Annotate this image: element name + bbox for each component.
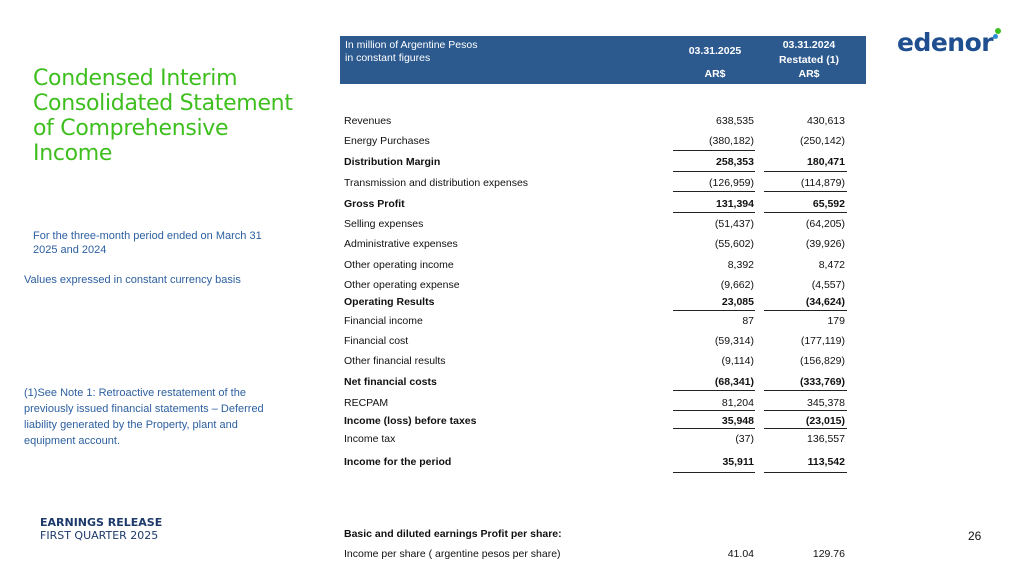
row-value-2025: (380,182): [709, 135, 754, 147]
table-header: [340, 36, 866, 84]
underline-rule: [673, 410, 755, 411]
row-label: Selling expenses: [344, 218, 424, 230]
row-label: Income per share ( argentine pesos per share): [344, 548, 561, 560]
row-value-2025: 131,394: [716, 198, 754, 210]
footnote: (1)See Note 1: Retroactive restatement of the previously issued financial statements – Deferred liability generated by the Property, plant and equipment account.: [24, 387, 264, 447]
row-label: Financial income: [344, 315, 423, 327]
col-header-2024-restated: Restated (1): [778, 54, 840, 66]
table-row: [344, 456, 848, 470]
row-value-2024: (156,829): [800, 355, 845, 367]
row-value-2024: 430,613: [807, 115, 845, 127]
row-value-2025: 81,204: [721, 397, 754, 409]
underline-rule: [673, 150, 755, 151]
unit-line1: In million of Argentine Pesos: [345, 39, 478, 51]
currency-2024: AR$: [798, 68, 820, 80]
row-value-2024: (250,142): [800, 135, 845, 147]
underline-rule: [673, 428, 755, 429]
underline-rule: [673, 171, 755, 172]
table-row: [344, 238, 848, 252]
table-row: [344, 355, 848, 369]
underline-rule: [764, 212, 847, 213]
row-value-2024: (34,624): [805, 296, 845, 308]
underline-rule: [764, 472, 847, 473]
row-label: Other financial results: [344, 355, 446, 367]
row-value-2024: 180,471: [807, 156, 845, 168]
table-row: [344, 135, 848, 149]
underline-rule: [764, 428, 847, 429]
table-row: [344, 156, 848, 170]
row-label: Distribution Margin: [344, 156, 441, 168]
table-row: [344, 548, 848, 562]
row-value-2024: (39,926): [805, 238, 845, 250]
row-label: Transmission and distribution expenses: [344, 177, 529, 189]
row-value-2025: 638,535: [716, 115, 754, 127]
row-value-2024: (64,205): [805, 218, 845, 230]
row-value-2025: (9,662): [720, 279, 754, 291]
underline-rule: [764, 191, 847, 192]
row-value-2024: 65,592: [812, 198, 845, 210]
underline-rule: [673, 390, 755, 391]
underline-rule: [764, 171, 847, 172]
table-row: [344, 397, 848, 411]
row-label: Other operating expense: [344, 279, 460, 291]
table-row: [344, 177, 848, 191]
row-value-2025: (55,602): [714, 238, 754, 250]
release-line2: FIRST QUARTER 2025: [40, 529, 159, 542]
row-label: Income for the period: [344, 456, 452, 468]
table-row: [344, 433, 848, 447]
release-line1: EARNINGS RELEASE: [40, 516, 163, 529]
row-value-2025: 41.04: [727, 548, 754, 560]
table-row: [344, 259, 848, 273]
underline-rule: [673, 310, 755, 311]
row-value-2024: 345,378: [807, 397, 845, 409]
row-label: RECPAM: [344, 397, 389, 409]
row-value-2025: 35,911: [722, 456, 754, 468]
currency-2025: AR$: [704, 68, 726, 80]
row-label: Net financial costs: [344, 376, 437, 388]
table-row: [344, 315, 848, 329]
table-row: [344, 528, 848, 542]
row-value-2024: 129.76: [812, 548, 845, 560]
table-row: [344, 296, 848, 310]
row-label: Operating Results: [344, 296, 435, 308]
table-row: [344, 218, 848, 232]
row-value-2024: 179: [827, 315, 845, 327]
table-row: [344, 115, 848, 129]
row-value-2025: 23,085: [721, 296, 754, 308]
underline-rule: [764, 410, 847, 411]
values-note: Values expressed in constant currency basis: [24, 274, 241, 286]
row-value-2025: (59,314): [714, 335, 754, 347]
row-label: Administrative expenses: [344, 238, 458, 250]
row-value-2024: (177,119): [800, 335, 845, 347]
col-header-2024: [760, 38, 858, 68]
row-value-2024: (4,557): [811, 279, 845, 291]
col-header-2025: 03.31.2025: [688, 45, 742, 57]
underline-rule: [764, 390, 847, 391]
edenor-logo: [897, 28, 993, 57]
row-label: Income tax: [344, 433, 396, 445]
row-value-2025: 8,392: [727, 259, 754, 271]
row-value-2025: (68,341): [714, 376, 754, 388]
row-value-2024: 113,542: [807, 456, 845, 468]
row-value-2025: (126,959): [709, 177, 754, 189]
row-label: Gross Profit: [344, 198, 405, 210]
row-label: Energy Purchases: [344, 135, 430, 147]
unit-label: [345, 39, 478, 65]
page-number: 26: [968, 529, 982, 543]
row-value-2025: (37): [735, 433, 754, 445]
row-value-2025: 258,353: [716, 156, 754, 168]
row-label: Financial cost: [344, 335, 409, 347]
row-label: Revenues: [344, 115, 392, 127]
underline-rule: [673, 191, 755, 192]
row-value-2025: (9,114): [721, 355, 754, 367]
table-row: [344, 198, 848, 212]
unit-line2: in constant figures: [345, 52, 431, 64]
period-text: For the three-month period ended on March 31 2025 and 2024: [33, 230, 262, 256]
row-value-2024: 8,472: [818, 259, 845, 271]
row-value-2024: (333,769): [800, 376, 845, 388]
table-row: [344, 376, 848, 390]
row-label: Other operating income: [344, 259, 454, 271]
row-value-2024: 136,557: [807, 433, 845, 445]
table-row: [344, 279, 848, 293]
row-value-2024: (114,879): [800, 177, 845, 189]
row-label: Basic and diluted earnings Profit per share:: [344, 528, 562, 540]
row-value-2024: (23,015): [805, 415, 845, 427]
logo-text: edenor: [897, 28, 994, 57]
underline-rule: [673, 212, 755, 213]
underline-rule: [764, 310, 847, 311]
earnings-release-label: [40, 516, 162, 542]
row-value-2025: (51,437): [714, 218, 754, 230]
row-value-2025: 87: [742, 315, 754, 327]
row-value-2025: 35,948: [721, 415, 754, 427]
underline-rule: [673, 472, 755, 473]
page-title: Condensed Interim Consolidated Statement of Comprehensive Income: [33, 66, 293, 166]
col-header-2024-date: 03.31.2024: [782, 39, 836, 51]
table-row: [344, 415, 848, 429]
row-label: Income (loss) before taxes: [344, 415, 477, 427]
logo-dot-blue: [993, 34, 998, 39]
table-row: [344, 335, 848, 349]
